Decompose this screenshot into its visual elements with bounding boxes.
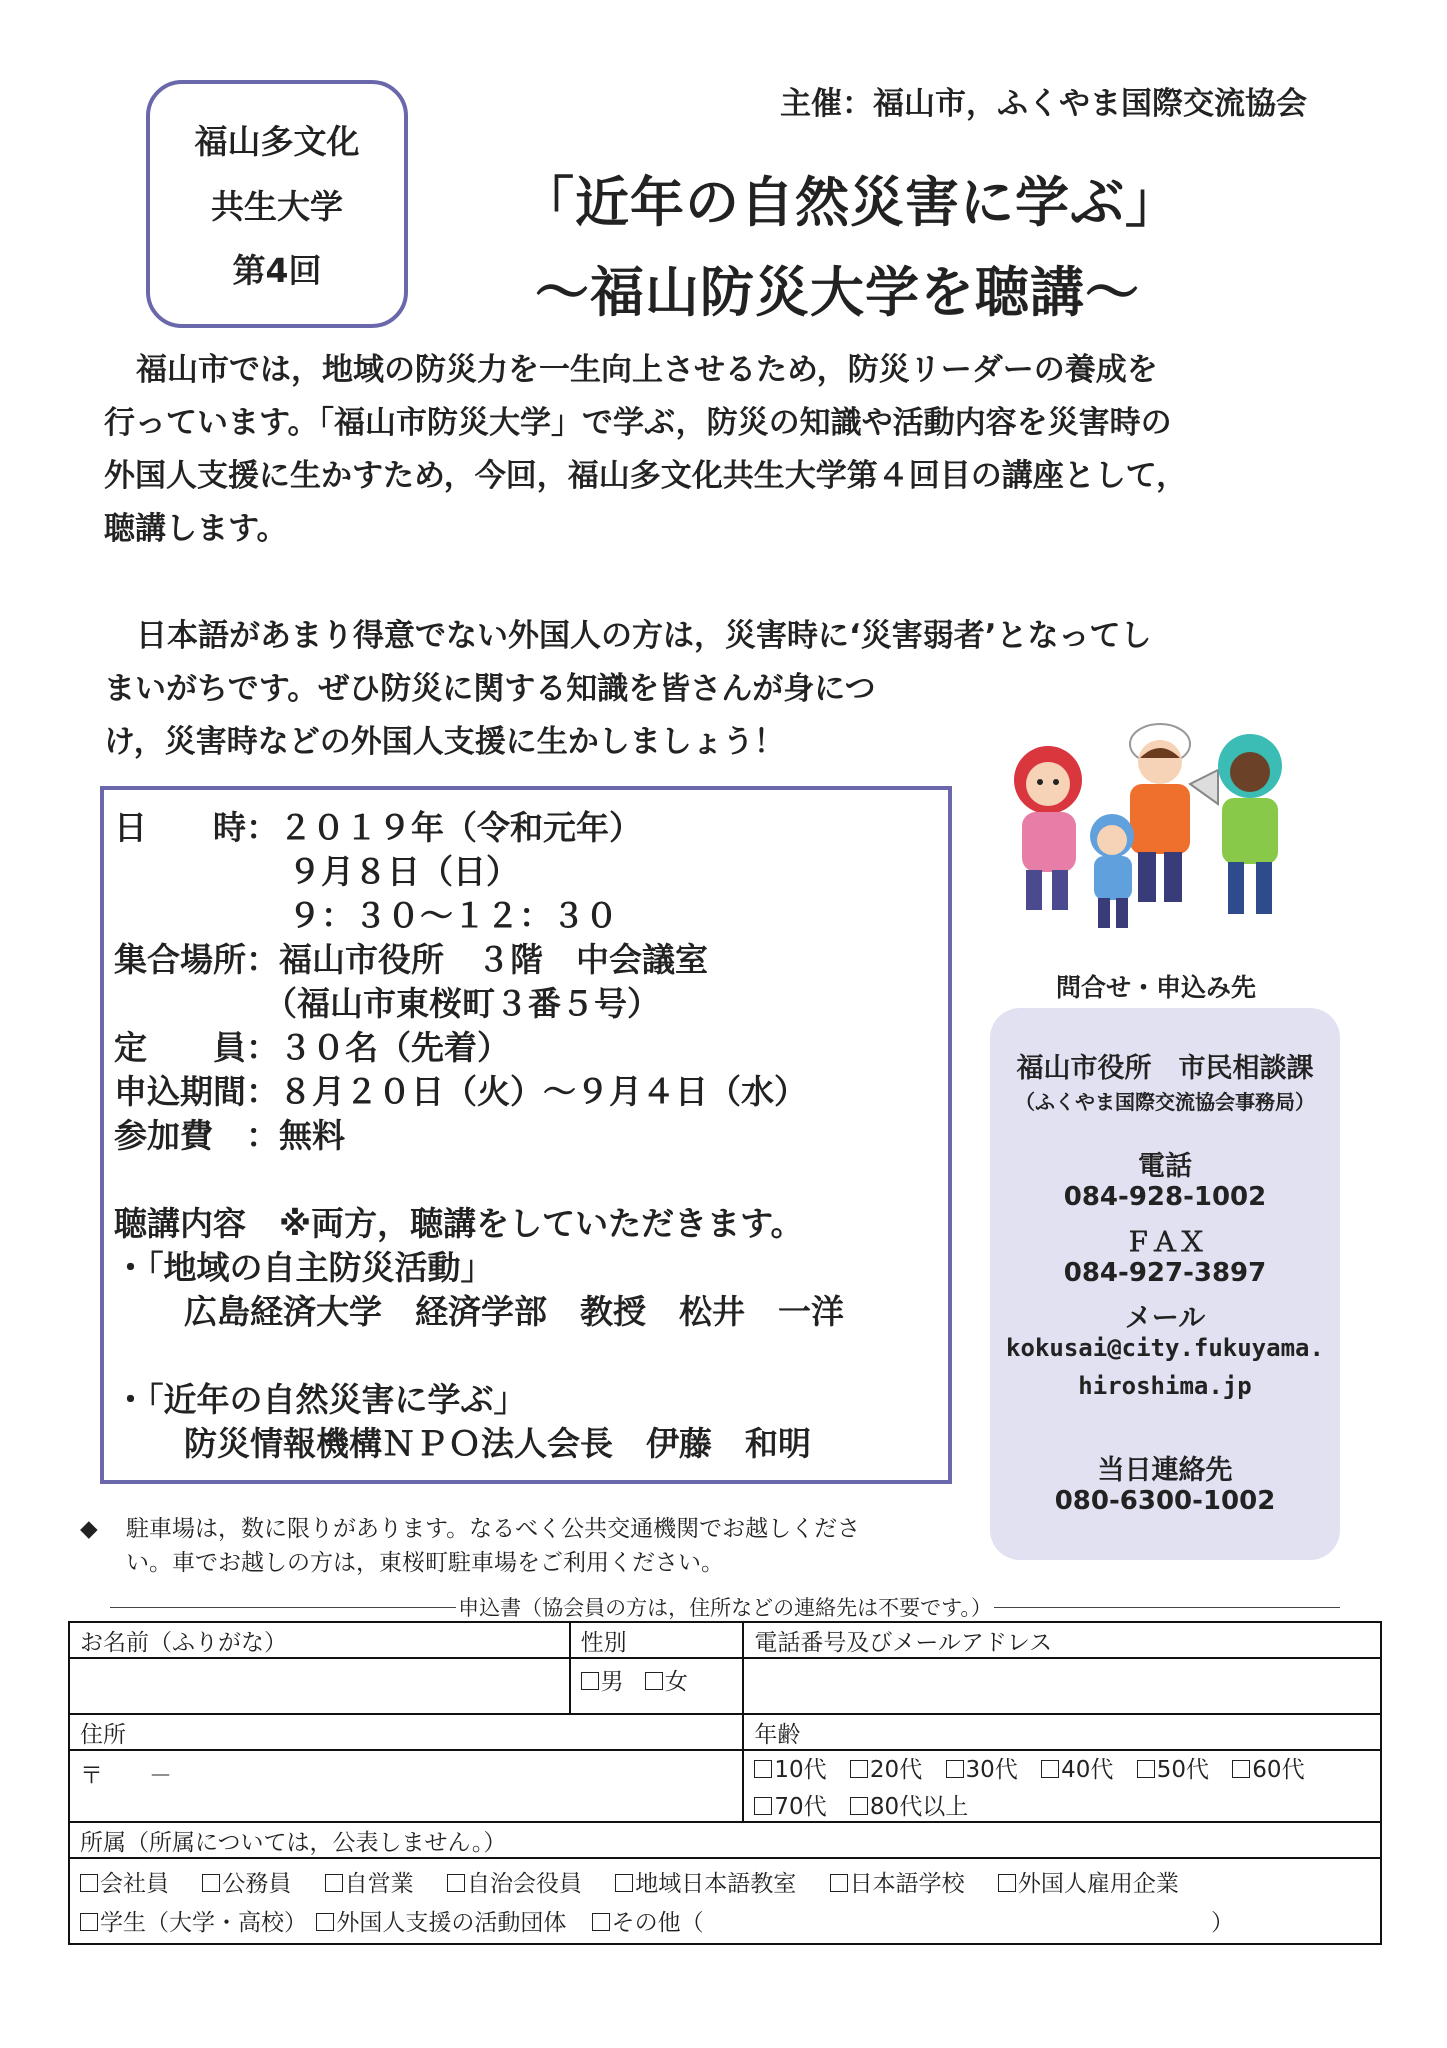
place-value: 福山市役所 ３階 中会議室 [279, 940, 708, 979]
date-day: ９月８日（日） [288, 852, 519, 891]
contact-heading: 問合せ・申込み先 [1056, 973, 1257, 1002]
lecture-2-speaker: 防災情報機構ＮＰＯ法人会長 伊藤 和明 [184, 1424, 811, 1463]
affiliation-option: その他（ [611, 1910, 704, 1936]
lecture-2-title: ・「近年の自然災害に学ぶ」 [114, 1380, 527, 1419]
fee-label: 参加費 ： [114, 1116, 279, 1155]
note-line-1: 駐車場は，数に限りがあります。なるべく公共交通機関でお越しくださ [126, 1516, 861, 1542]
affiliation-checkbox[interactable] [316, 1913, 334, 1931]
affiliation-checkbox[interactable] [447, 1874, 465, 1892]
age-checkbox[interactable] [1041, 1760, 1059, 1778]
postal-mark: 〒 － [80, 1763, 172, 1789]
affiliation-label: 所属（所属については，公表しません。） [69, 1822, 1381, 1858]
age-checkbox[interactable] [850, 1760, 868, 1778]
age-option: 70代 [774, 1794, 827, 1820]
female-label: 女 [664, 1669, 688, 1695]
mail-label: メール [1124, 1303, 1206, 1334]
organizer: 主催：福山市，ふくやま国際交流協会 [780, 86, 1307, 122]
text-line: け，災害時などの外国人支援に生かしましょう！ [104, 724, 785, 760]
affiliation-option: 日本語学校 [849, 1871, 965, 1897]
affiliation-checkbox[interactable] [592, 1913, 610, 1931]
text-line: 聴講します。 [104, 511, 288, 547]
note-line-2: い。車でお越しの方は，東桜町駐車場をご利用ください。 [126, 1550, 724, 1576]
text-line: 行っています。「福山市防災大学」で学ぶ，防災の知識や活動内容を災害時の [104, 405, 1172, 441]
fax-number: 084-927-3897 [1063, 1258, 1267, 1288]
gender-label: 性別 [570, 1622, 744, 1658]
age-option: 40代 [1061, 1757, 1114, 1783]
girl-figure [1014, 746, 1082, 910]
affiliation-checkbox[interactable] [202, 1874, 220, 1892]
age-checkbox[interactable] [1232, 1760, 1250, 1778]
affiliation-checkbox[interactable] [998, 1874, 1016, 1892]
name-field[interactable] [69, 1658, 570, 1714]
affiliation-options [69, 1858, 1381, 1944]
man-figure [1218, 734, 1282, 914]
contact-office-sub: （ふくやま国際交流協会事務局） [1015, 1090, 1315, 1114]
lecture-1-title: ・「地域の自主防災活動」 [114, 1248, 494, 1287]
name-label: お名前（ふりがな） [69, 1622, 570, 1658]
time-value: ９：３０～１２：３０ [288, 896, 618, 935]
parking-note [80, 1512, 860, 1580]
affiliation-checkbox[interactable] [615, 1874, 633, 1892]
place-row [114, 934, 708, 981]
lecture-1-speaker: 広島経済大学 経済学部 教授 松井 一洋 [184, 1292, 844, 1331]
adult-figure [1130, 724, 1218, 902]
age-option: 60代 [1252, 1757, 1305, 1783]
address-field[interactable] [69, 1750, 743, 1822]
affiliation-checkbox[interactable] [325, 1874, 343, 1892]
contact-box [990, 1008, 1340, 1560]
tel-number: 084-928-1002 [1063, 1182, 1267, 1212]
age-option: 20代 [869, 1757, 923, 1783]
diamond-bullet-icon: ◆ [80, 1516, 98, 1542]
text-line: まいがちです。ぜひ防災に関する知識を皆さんが身につ [104, 671, 876, 707]
event-info-box [100, 786, 952, 1484]
capacity-value: ３０名（先着） [279, 1028, 510, 1067]
period-label: 申込期間： [114, 1072, 279, 1111]
age-checkbox[interactable] [850, 1797, 868, 1815]
fee-row [114, 1110, 345, 1157]
period-row [114, 1066, 807, 1113]
male-label: 男 [600, 1669, 624, 1695]
date-value: ２０１９年（令和元年） [279, 808, 642, 847]
age-checkbox[interactable] [1137, 1760, 1155, 1778]
tel-label: 電話 [1138, 1151, 1192, 1182]
form-heading-text: 申込書（協会員の方は，住所などの連絡先は不要です。） [458, 1596, 992, 1620]
age-options [743, 1750, 1381, 1822]
age-option: 30代 [965, 1757, 1018, 1783]
date-label: 日 時： [114, 808, 279, 847]
fee-value: 無料 [279, 1116, 345, 1155]
date-row [114, 802, 642, 849]
gender-options [570, 1658, 744, 1714]
series-badge [146, 80, 408, 328]
series-line-1: 福山多文化 [194, 121, 360, 161]
age-option: 50代 [1156, 1757, 1209, 1783]
application-form [68, 1621, 1382, 1945]
affiliation-checkbox[interactable] [80, 1913, 98, 1931]
contact-office: 福山市役所 市民相談課 [1016, 1053, 1314, 1084]
affiliation-checkbox[interactable] [80, 1874, 98, 1892]
mail-address-line-1[interactable]: kokusai@city.fukuyama. [1006, 1334, 1324, 1362]
intro-paragraph-1 [104, 344, 1344, 556]
age-checkbox[interactable] [754, 1797, 772, 1815]
application-form-heading [110, 1592, 1340, 1622]
affiliation-option: 外国人雇用企業 [1017, 1871, 1179, 1897]
period-value: ８月２０日（火）～９月４日（水） [279, 1072, 807, 1111]
fax-label: ＦＡＸ [1124, 1227, 1206, 1258]
content-heading: 聴講内容 ※両方，聴講をしていただきます。 [114, 1204, 804, 1243]
affiliation-option: 会社員 [100, 1871, 169, 1897]
title-line-1: 「近年の自然災害に学ぶ」 [520, 171, 1180, 234]
capacity-row [114, 1022, 510, 1069]
series-line-3: 第4回 [232, 251, 322, 291]
text-line: 外国人支援に生かすため，今回，福山多文化共生大学第４回目の講座として， [104, 458, 1188, 494]
affiliation-option: 地域日本語教室 [635, 1871, 797, 1897]
text-line: 日本語があまり得意でない外国人の方は，災害時に‘災害弱者’となってし [136, 618, 1152, 654]
age-option: 80代以上 [869, 1794, 969, 1820]
contact-info-label: 電話番号及びメールアドレス [743, 1622, 1381, 1658]
mail-address-line-2[interactable]: hiroshima.jp [1078, 1372, 1252, 1400]
intro-paragraph-2 [104, 610, 1152, 769]
evacuating-people-illustration [1000, 718, 1310, 938]
female-checkbox[interactable] [645, 1672, 663, 1690]
affiliation-option: 自営業 [344, 1871, 414, 1897]
male-checkbox[interactable] [581, 1672, 599, 1690]
child-figure [1090, 814, 1134, 928]
place-label: 集合場所： [114, 940, 279, 979]
title-line-2: ～福山防災大学を聴講～ [535, 261, 1140, 324]
other-close: ） [1210, 1910, 1234, 1936]
text-line: 福山市では，地域の防災力を一生向上させるため，防災リーダーの養成を [136, 352, 1158, 388]
contact-info-field[interactable] [743, 1658, 1381, 1714]
age-label: 年齢 [743, 1714, 1381, 1750]
address-label: 住所 [69, 1714, 743, 1750]
affiliation-option: 学生（大学・高校） [100, 1910, 307, 1936]
series-line-2: 共生大学 [211, 186, 343, 226]
age-checkbox[interactable] [946, 1760, 964, 1778]
affiliation-option: 自治会役員 [466, 1871, 582, 1897]
capacity-label: 定 員： [114, 1028, 279, 1067]
age-option: 10代 [774, 1757, 827, 1783]
day-contact-number: 080-6300-1002 [1054, 1486, 1276, 1516]
day-contact-label: 当日連絡先 [1097, 1455, 1233, 1486]
age-checkbox[interactable] [754, 1760, 772, 1778]
affiliation-option: 公務員 [222, 1871, 292, 1897]
affiliation-checkbox[interactable] [830, 1874, 848, 1892]
affiliation-option: 外国人支援の活動団体 [336, 1910, 567, 1936]
place-address: （福山市東桜町３番５号） [264, 984, 660, 1023]
